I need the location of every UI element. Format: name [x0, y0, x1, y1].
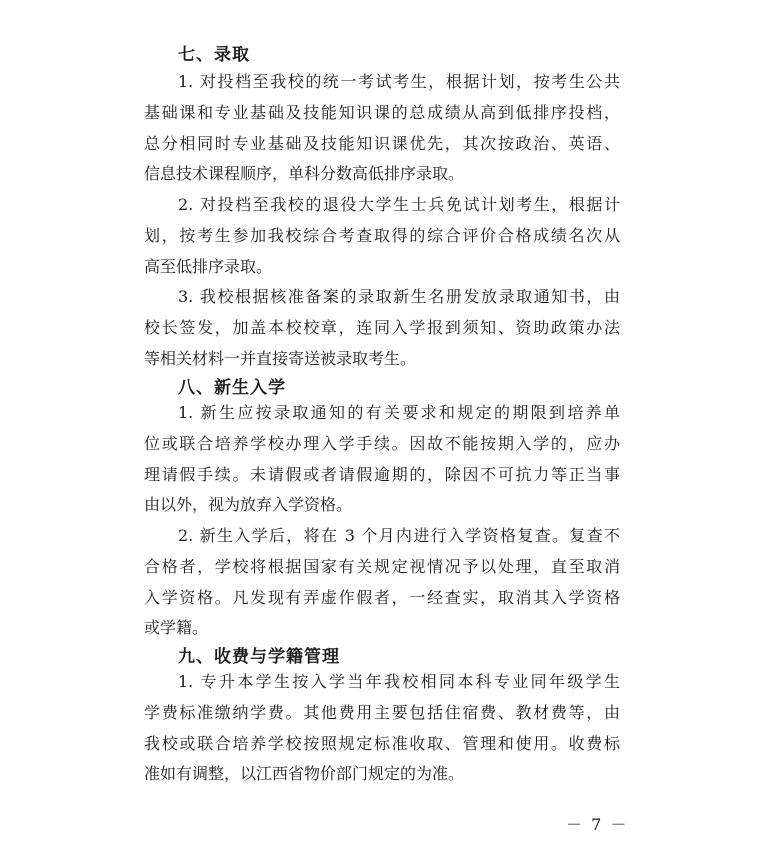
text-line: 学费标准缴纳学费。其他费用主要包括住宿费、教材费等，由	[144, 702, 620, 722]
text-line: 2. 新生入学后，将在 3 个月内进行入学资格复查。复查不	[178, 526, 620, 545]
text-line: 等相关材料一并直接寄送被录取考生。	[144, 348, 417, 368]
text-line: 合格者，学校将根据国家有关规定视情况予以处理，直至取消	[144, 556, 620, 576]
text-line: 总分相同时专业基础及技能知识课优先，其次按政治、英语、	[144, 133, 620, 153]
section-heading-admission: 七、录取	[178, 45, 250, 65]
text-line: 入学资格。凡发现有弄虚作假者，一经查实，取消其入学资格	[144, 587, 620, 607]
page-number: － 7 －	[566, 815, 629, 834]
text-line: 位或联合培养学校办理入学手续。因故不能按期入学的，应办	[144, 433, 620, 453]
text-line: 1. 新生应按录取通知的有关要求和规定的期限到培养单	[178, 403, 620, 422]
paragraph-admission-3	[144, 282, 620, 374]
text-line: 1. 对投档至我校的统一考试考生，根据计划，按考生公共	[178, 72, 620, 91]
paragraph-fees-1	[144, 667, 620, 790]
paragraph-admission-2	[144, 190, 620, 282]
text-line: 校长签发，加盖本校校章，连同入学报到须知、资助政策办法	[144, 317, 620, 337]
paragraph-admission-1	[144, 67, 620, 190]
paragraph-enrollment-2	[144, 521, 620, 644]
text-line: 划，按考生参加我校综合考查取得的综合评价合格成绩名次从	[144, 225, 620, 245]
text-line: 基础课和专业基础及技能知识课的总成绩从高到低排序投档，	[144, 102, 620, 122]
text-line: 1. 专升本学生按入学当年我校相同本科专业同年级学生	[178, 672, 620, 691]
text-line: 理请假手续。未请假或者请假逾期的，除因不可抗力等正当事	[144, 464, 620, 484]
text-line: 准如有调整，以江西省物价部门规定的为准。	[144, 764, 465, 784]
text-line: 或学籍。	[144, 618, 209, 638]
text-line: 2. 对投档至我校的退役大学生士兵免试计划考生，根据计	[178, 195, 620, 214]
text-line: 由以外，视为放弃入学资格。	[144, 495, 353, 515]
text-line: 我校或联合培养学校按照规定标准收取、管理和使用。收费标	[144, 733, 620, 753]
section-heading-new-student-enrollment: 八、新生入学	[178, 378, 286, 398]
text-line: 高至低排序录取。	[144, 256, 273, 276]
text-line: 3. 我校根据核准备案的录取新生名册发放录取通知书，由	[178, 287, 620, 306]
text-line: 信息技术课程顺序，单科分数高低排序录取。	[144, 164, 465, 184]
paragraph-enrollment-1	[144, 398, 620, 521]
section-heading-fees-and-status: 九、收费与学籍管理	[178, 647, 340, 667]
